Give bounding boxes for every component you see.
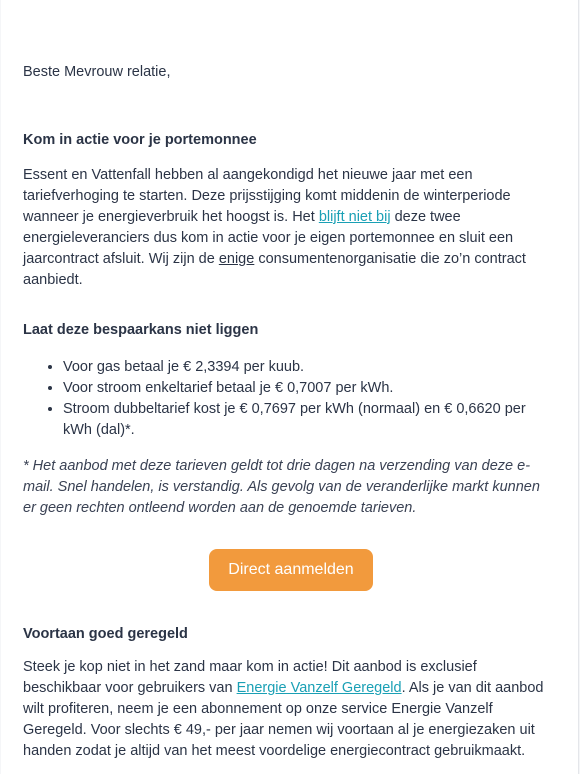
link-enige[interactable]: enige bbox=[218, 251, 255, 267]
text: Essent en Vattenfall hebben al aangekondigd het nieuwe jaar met een tariefverhoging te starten. Deze prijsstijging komt middenin de winterperiode wanneer je energieverbruik het hoogst is. Het bbox=[23, 167, 511, 225]
heading-voortaan: Voortaan goed geregeld bbox=[23, 626, 188, 642]
tariff-list bbox=[23, 357, 553, 441]
disclaimer-note: * Het aanbod met deze tarieven geldt tot drie dagen na verzending van deze e-mail. Snel handelen, is verstandig. Als gevolg van de veranderlijke markt kunnen er geen rechten ontleend worden aan de genoemde tarieven. bbox=[23, 458, 540, 516]
text: deze twee energieleveranciers dus kom in actie voor je eigen portemonnee en sluit een jaarcontract afsluit. Wij zijn de bbox=[23, 209, 514, 267]
text: . Als je van dit aanbod wilt profiteren, neem je een abonnement op onze service Energie Vanzelf Geregeld. Voor slechts € 49,- per jaar nemen wij voortaan al je energiezaken uit handen zodat je altijd van het meest voordelige energiecontract gebruikmaakt. bbox=[23, 680, 544, 759]
link-energie-vanzelf-geregeld[interactable]: Energie Vanzelf Geregeld bbox=[236, 680, 402, 696]
direct-aanmelden-button[interactable]: Direct aanmelden bbox=[209, 549, 373, 591]
link-blijft-niet-bij[interactable]: blijft niet bij bbox=[318, 209, 391, 225]
greeting: Beste Mevrouw relatie, bbox=[23, 64, 171, 80]
list-item: • Voor stroom enkeltarief betaal je € 0,7007 per kWh. bbox=[63, 378, 553, 399]
email-card bbox=[1, 0, 579, 774]
heading-bespaarkans: Laat deze bespaarkans niet liggen bbox=[23, 322, 259, 338]
text: consumentenorganisatie die zo’n contract aanbiedt. bbox=[23, 251, 526, 288]
list-item: • Voor gas betaal je € 2,3394 per kuub. bbox=[63, 357, 553, 378]
heading-kom-in-actie: Kom in actie voor je portemonnee bbox=[23, 132, 257, 148]
paragraph-offer bbox=[23, 657, 553, 762]
list-item: • Stroom dubbeltarief kost je € 0,7697 per kWh (normaal) en € 0,6620 per kWh (dal)*. bbox=[63, 399, 553, 441]
text: Steek je kop niet in het zand maar kom in actie! Dit aanbod is exclusief beschikbaar voor gebruikers van bbox=[23, 659, 477, 696]
paragraph-intro bbox=[23, 165, 553, 291]
